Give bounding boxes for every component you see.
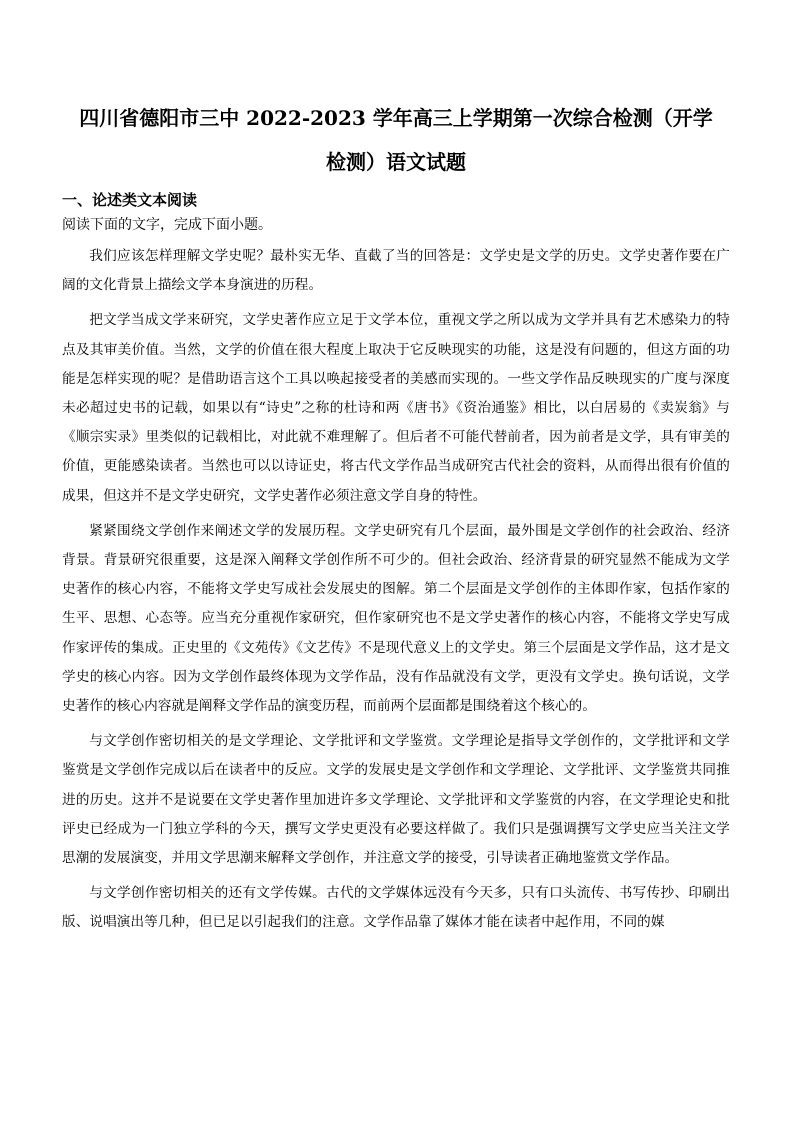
passage-paragraph-2: 把文学当成文学来研究，文学史著作应立足于文学本位，重视文学之所以成为文学并具有艺术感染力的特点及其审美价值。当然，文学的价值在很大程度上取决于它反映现实的功能，这是没有问题的，但这方面的功能是怎样实现的呢？是借助语言这个工具以唤起接受者的美感而实现的。一些文学作品反映现实的广度与深度未必超过史书的记载，如果以有“诗史”之称的杜诗和两《唐书》《资治通鉴》相比，以白居易的《卖炭翁》与《顺宗实录》里类似的记载相比，对此就不难理解了。但后者不可能代替前者，因为前者是文学，具有审美的价值，更能感染读者。当然也可以以诗证史，将古代文学作品当成研究古代社会的资料，从而得出很有价值的成果，但这并不是文学史研究，文学史著作必须注意文学自身的特性。 [62,312,730,504]
passage-paragraph-3: 紧紧围绕文学创作来阐述文学的发展历程。文学史研究有几个层面，最外围是文学创作的社会政治、经济背景。背景研究很重要，这是深入阐释文学创作所不可少的。但社会政治、经济背景的研究显然不能成为文学史著作的核心内容，不能将文学史写成社会发展史的图解。第二个层面是文学创作的主体即作家，包括作家的生平、思想、心态等。应当充分重视作家研究，但作家研究也不是文学史著作的核心内容，不能将文学史写成作家评传的集成。正史里的《文苑传》《文艺传》不是现代意义上的文学史。第三个层面是文学作品，这才是文学史的核心内容。因为文学创作最终体现为文学作品，没有作品就没有文学，更没有文学史。换句话说，文学史著作的核心内容就是阐释文学作品的演变历程，而前两个层面都是围绕着这个核心的。 [62,522,730,715]
passage-paragraph-5: 与文学创作密切相关的还有文学传媒。古代的文学媒体远没有今天多，只有口头流传、书写传抄、印刷出版、说唱演出等几种，但已足以引起我们的注意。文学作品靠了媒体才能在读者中起作用，不同的媒 [62,885,730,931]
title-line-2: 检测）语文试题 [326,150,466,174]
title-line-1: 四川省德阳市三中 2022-2023 学年高三上学期第一次综合检测（开学 [79,106,713,130]
document-title [62,96,730,184]
section-heading: 一、论述类文本阅读 [62,191,198,209]
reading-instruction: 阅读下面的文字，完成下面小题。 [62,217,272,233]
passage-paragraph-4: 与文学创作密切相关的是文学理论、文学批评和文学鉴赏。文学理论是指导文学创作的，文学批评和文学鉴赏是文学创作完成以后在读者中的反应。文学的发展史是文学创作和文学理论、文学批评、文学鉴赏共同推进的历史。这并不是说要在文学史著作里加进许多文学理论、文学批评和文学鉴赏的内容，在文学理论史和批评史已经成为一门独立学科的今天，撰写文学史更没有必要这样做了。我们只是强调撰写文学史应当关注文学思潮的发展演变，并用文学思潮来解释文学创作，并注意文学的接受，引导读者正确地鉴赏文学作品。 [62,733,730,867]
passage-paragraph-1: 我们应该怎样理解文学史呢？最朴实无华、直截了当的回答是：文学史是文学的历史。文学史著作要在广阔的文化背景上描绘文学本身演进的历程。 [62,248,730,294]
document-page [62,96,730,944]
reading-passage [62,242,730,938]
